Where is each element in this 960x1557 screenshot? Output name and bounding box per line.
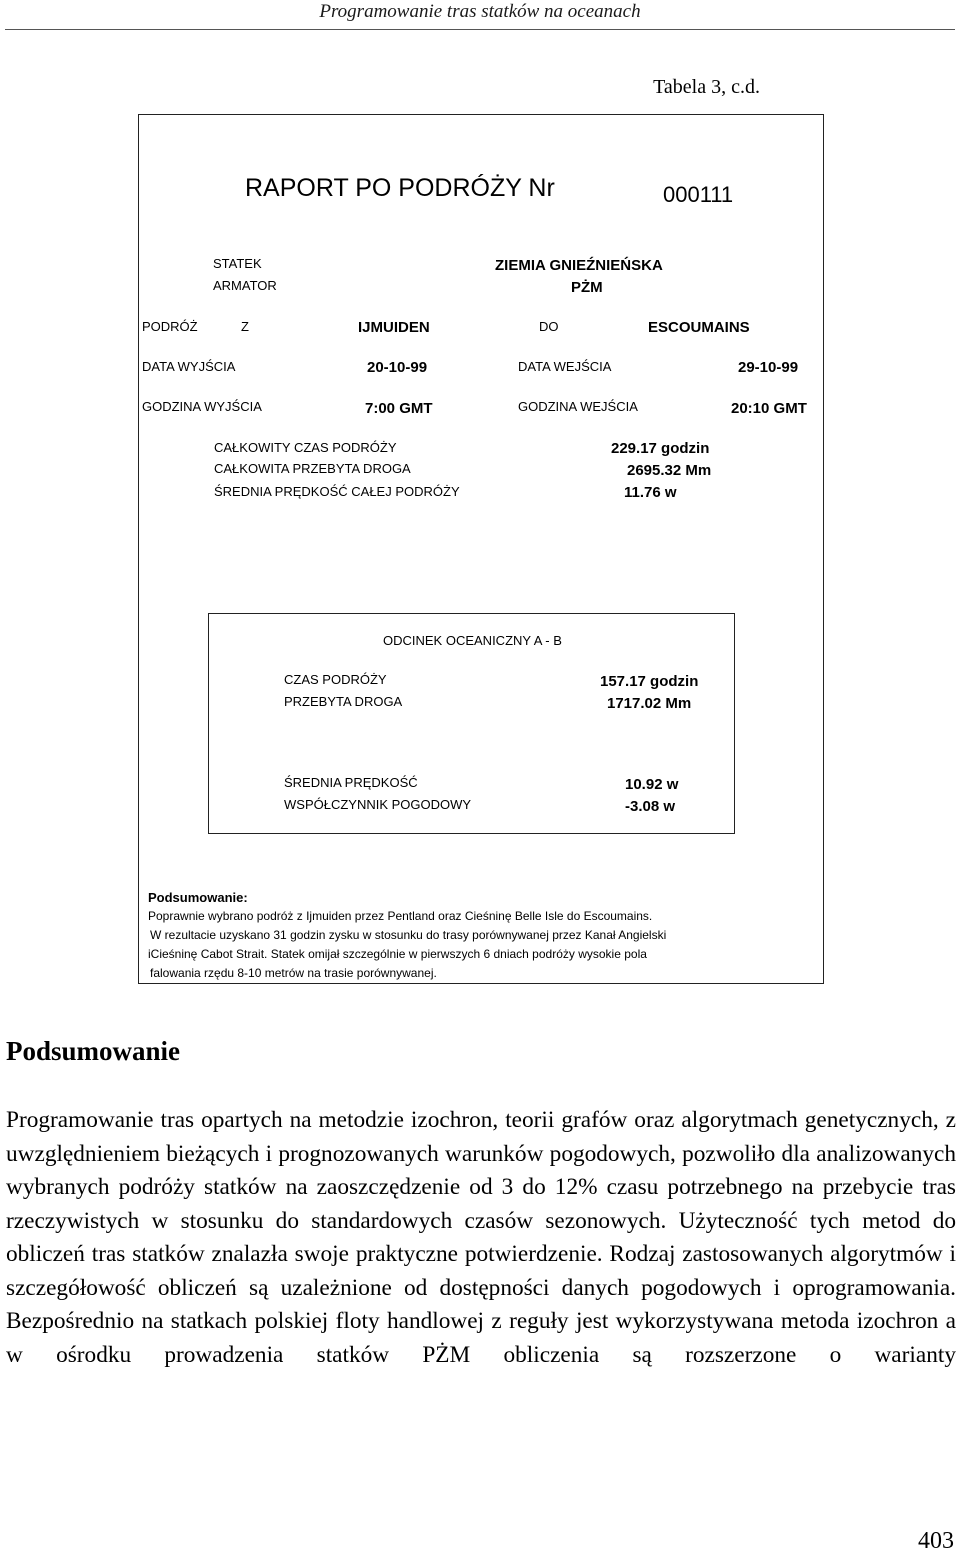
total-distance-label: CAŁKOWITA PRZEBYTA DROGA xyxy=(214,461,411,476)
departure-time-label: GODZINA WYJŚCIA xyxy=(142,399,262,414)
ocean-section-title: ODCINEK OCEANICZNY A - B xyxy=(383,633,562,648)
ocean-speed-label: ŚREDNIA PRĘDKOŚĆ xyxy=(284,775,418,790)
departure-date-value: 20-10-99 xyxy=(367,359,428,376)
ship-label: STATEK xyxy=(213,256,262,271)
ocean-distance-value: 1717.02 Mm xyxy=(607,695,692,712)
report-box xyxy=(138,114,824,984)
voyage-label: PODRÓŻ xyxy=(142,319,198,334)
ship-value: ZIEMIA GNIEŹNIEŃSKA xyxy=(495,257,663,274)
ocean-time-label: CZAS PODRÓŻY xyxy=(284,672,387,687)
ocean-speed-value: 10.92 w xyxy=(625,776,679,793)
ocean-time-value: 157.17 godzin xyxy=(600,673,699,690)
departure-date-label: DATA WYJŚCIA xyxy=(142,359,236,374)
report-number: 000111 xyxy=(663,182,734,207)
to-value: ESCOUMAINS xyxy=(648,319,750,336)
page-number: 403 xyxy=(918,1528,954,1554)
total-time-value: 229.17 godzin xyxy=(611,440,710,457)
owner-label: ARMATOR xyxy=(213,278,277,293)
owner-value: PŻM xyxy=(571,279,603,296)
report-summary-label: Podsumowanie: xyxy=(148,890,248,905)
report-summary-line: W rezultacie uzyskano 31 godzin zysku w stosunku do trasy porównywanej przez Kanał Angielski xyxy=(150,928,667,942)
arrival-date-value: 29-10-99 xyxy=(738,359,799,376)
arrival-time-value: 20:10 GMT xyxy=(731,400,807,417)
report-summary-line: falowania rzędu 8-10 metrów na trasie porównywanej. xyxy=(150,966,437,980)
from-value: IJMUIDEN xyxy=(358,319,430,336)
report-summary-line: Poprawnie wybrano podróż z Ijmuiden przez Pentland oraz Cieśninę Belle Isle do Escoumains. xyxy=(148,909,653,923)
to-label: DO xyxy=(539,319,559,334)
report-title: RAPORT PO PODRÓŻY Nr xyxy=(245,174,555,202)
total-time-label: CAŁKOWITY CZAS PODRÓŻY xyxy=(214,440,397,455)
from-label: Z xyxy=(241,319,249,334)
total-distance-value: 2695.32 Mm xyxy=(627,462,712,479)
arrival-date-label: DATA WEJŚCIA xyxy=(518,359,612,374)
weather-factor-label: WSPÓŁCZYNNIK POGODOWY xyxy=(284,797,472,812)
avg-speed-value: 11.76 w xyxy=(624,484,677,501)
ocean-distance-label: PRZEBYTA DROGA xyxy=(284,694,403,709)
header-rule xyxy=(5,29,955,30)
running-head: Programowanie tras statków na oceanach xyxy=(319,1,641,22)
weather-factor-value: -3.08 w xyxy=(625,798,676,815)
table-caption: Tabela 3, c.d. xyxy=(653,76,760,98)
departure-time-value: 7:00 GMT xyxy=(365,400,433,417)
arrival-time-label: GODZINA WEJŚCIA xyxy=(518,399,638,414)
section-heading: Podsumowanie xyxy=(6,1036,181,1066)
report-summary-line: iCieśninę Cabot Strait. Statek omijał szczególnie w pierwszych 6 dniach podróży wysokie pola xyxy=(148,947,647,961)
section-paragraph: Programowanie tras opartych na metodzie izochron, teorii grafów oraz algorytmach genetycznych, z uwzględnieniem bieżących i prognozowanych warunków pogodowych, pozwoliło dla analizowanych wybranych podróży statków na zaoszczędzenie od 3 do 12% czasu potrzebnego na przebycie tras rzeczywistych w stosunku do standardowych czasów sezonowych. Użyteczność tych metod do obliczeń tras statków znalazła swoje praktyczne potwierdzenie. Rodzaj zastosowanych algorytmów i szczegółowość obliczeń są uzależnione od dostępności danych pogodowych i oprogramowania. Bezpośrednio na statkach polskiej floty handlowej z reguły jest wykorzystywana metoda izochron a w ośrodku prowadzenia statków PŻM obliczenia są rozszerzone o warianty xyxy=(6,1107,956,1368)
avg-speed-label: ŚREDNIA PRĘDKOŚĆ CAŁEJ PODRÓŻY xyxy=(214,484,460,499)
